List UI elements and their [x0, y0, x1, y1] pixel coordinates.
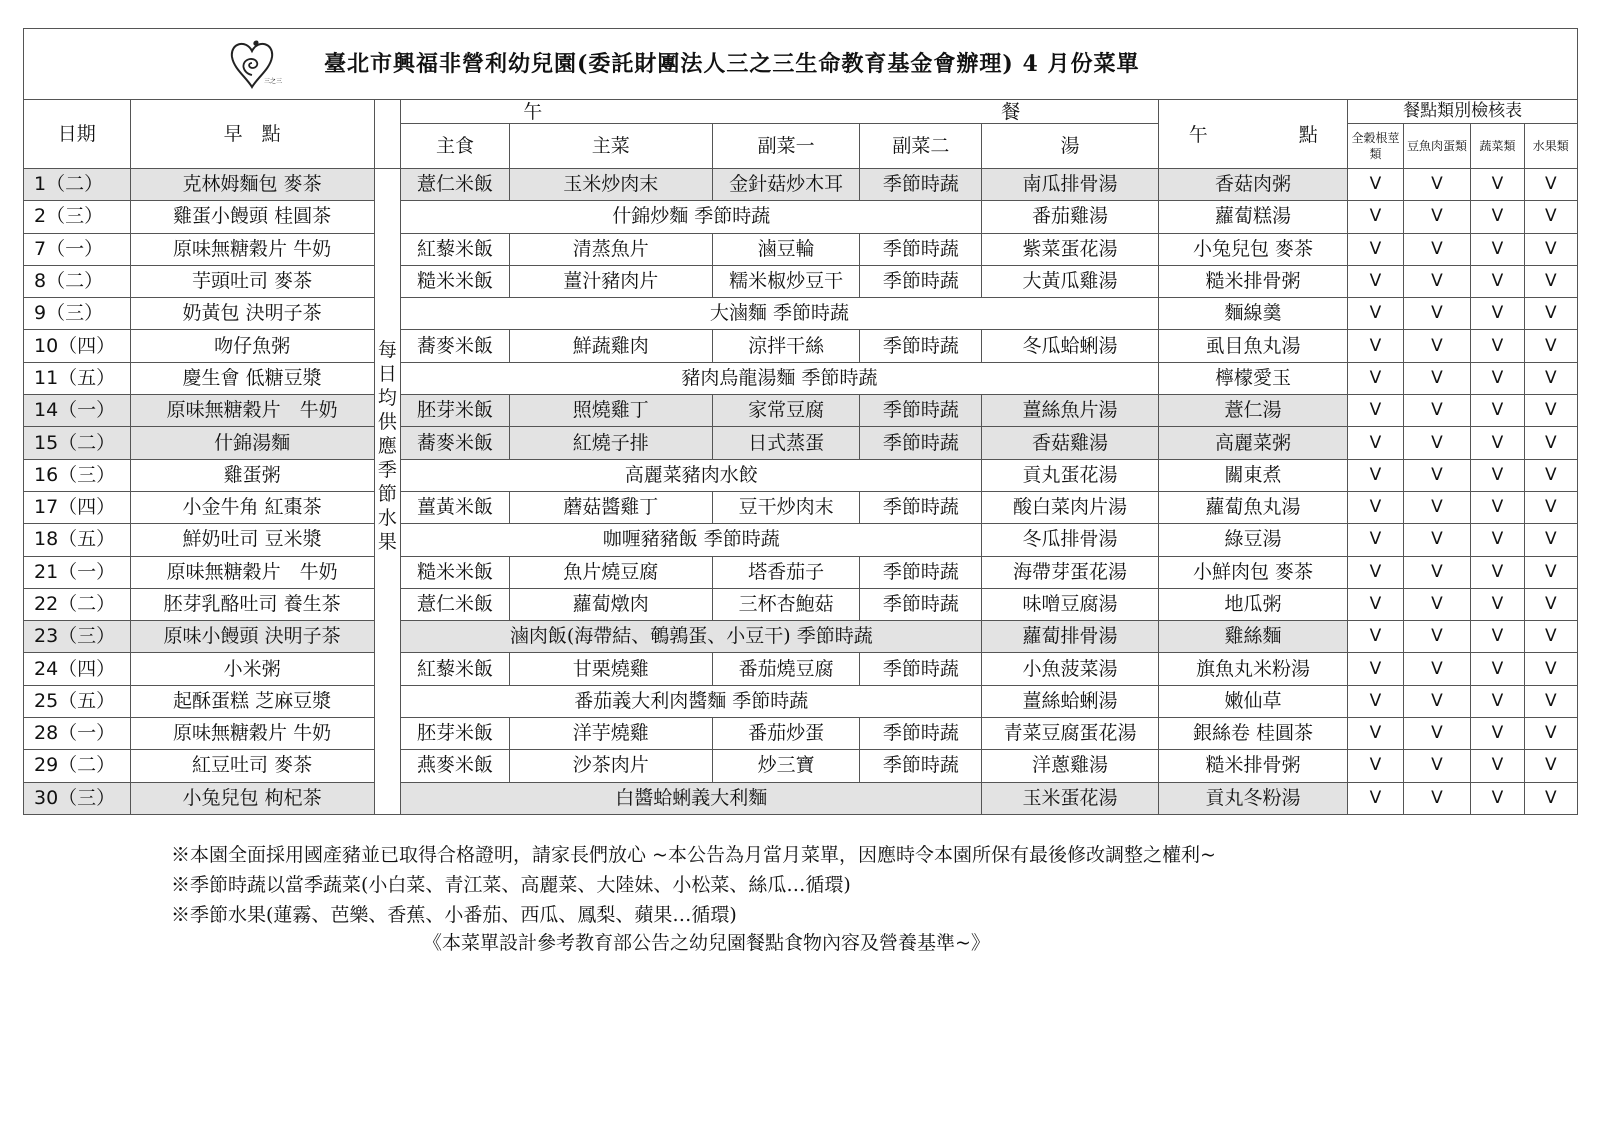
main-dish-cell: 鮮蔬雞肉: [509, 330, 712, 362]
soup-cell: 薑絲蛤蜊湯: [982, 685, 1158, 717]
menu-table: [23, 99, 1578, 815]
check-fruit-mark: V: [1524, 491, 1577, 523]
check-protein-mark: V: [1403, 330, 1471, 362]
main-food-cell: 糙米米飯: [401, 265, 510, 297]
check-fruit-mark: V: [1524, 201, 1577, 233]
check-protein-mark: V: [1403, 556, 1471, 588]
check-fruit-mark: V: [1524, 298, 1577, 330]
breakfast-cell: 原味無糖穀片 牛奶: [130, 556, 374, 588]
breakfast-cell: 慶生會 低糖豆漿: [130, 362, 374, 394]
check-fruit-mark: V: [1524, 750, 1577, 782]
check-veg-mark: V: [1471, 782, 1524, 814]
date-cell: 21（一）: [24, 556, 131, 588]
col-soup: 湯: [982, 124, 1158, 169]
side2-cell: 季節時蔬: [860, 330, 982, 362]
main-food-cell: 糙米米飯: [401, 556, 510, 588]
check-veg-mark: V: [1471, 427, 1524, 459]
main-food-cell: 燕麥米飯: [401, 750, 510, 782]
table-row: [24, 750, 1578, 782]
side2-cell: 季節時蔬: [860, 491, 982, 523]
check-veg-mark: V: [1471, 169, 1524, 201]
check-protein-mark: V: [1403, 718, 1471, 750]
menu-sheet: [23, 28, 1578, 954]
breakfast-cell: 芋頭吐司 麥茶: [130, 265, 374, 297]
side2-cell: 季節時蔬: [860, 750, 982, 782]
soup-cell: 冬瓜排骨湯: [982, 524, 1158, 556]
table-row: [24, 169, 1578, 201]
side1-cell: 豆干炒肉末: [712, 491, 860, 523]
soup-cell: 小魚菠菜湯: [982, 653, 1158, 685]
check-protein-mark: V: [1403, 298, 1471, 330]
table-row: [24, 298, 1578, 330]
fruit-note-text: 每日均供應季節水果: [377, 339, 397, 553]
table-row: [24, 362, 1578, 394]
breakfast-cell: 吻仔魚粥: [130, 330, 374, 362]
main-food-cell: 蕎麥米飯: [401, 427, 510, 459]
breakfast-cell: 原味小饅頭 決明子茶: [130, 621, 374, 653]
check-veg-mark: V: [1471, 524, 1524, 556]
menu-header: [23, 28, 1578, 99]
main-dish-cell: 蘿蔔燉肉: [509, 588, 712, 620]
table-row: [24, 265, 1578, 297]
check-grain-mark: V: [1348, 556, 1403, 588]
check-grain-mark: V: [1348, 233, 1403, 265]
side2-cell: 季節時蔬: [860, 653, 982, 685]
check-protein-mark: V: [1403, 201, 1471, 233]
check-grain-mark: V: [1348, 491, 1403, 523]
side2-cell: 季節時蔬: [860, 169, 982, 201]
main-dish-cell: 玉米炒肉末: [509, 169, 712, 201]
snack-cell: 香菇肉粥: [1158, 169, 1348, 201]
snack-cell: 糙米排骨粥: [1158, 265, 1348, 297]
table-row: [24, 459, 1578, 491]
table-row: [24, 491, 1578, 523]
check-fruit-mark: V: [1524, 621, 1577, 653]
check-fruit-mark: V: [1524, 782, 1577, 814]
side2-cell: 季節時蔬: [860, 588, 982, 620]
snack-cell: 關東煮: [1158, 459, 1348, 491]
snack-cell: 蘿蔔魚丸湯: [1158, 491, 1348, 523]
snack-cell: 虱目魚丸湯: [1158, 330, 1348, 362]
main-food-cell: 胚芽米飯: [401, 718, 510, 750]
snack-cell: 麵線羹: [1158, 298, 1348, 330]
table-row: [24, 685, 1578, 717]
side1-cell: 金針菇炒木耳: [712, 169, 860, 201]
check-protein-mark: V: [1403, 265, 1471, 297]
table-row: [24, 621, 1578, 653]
snack-label-left: 午: [1188, 124, 1208, 146]
breakfast-cell: 胚芽乳酪吐司 養生茶: [130, 588, 374, 620]
check-protein-mark: V: [1403, 588, 1471, 620]
breakfast-cell: 雞蛋小饅頭 桂圓茶: [130, 201, 374, 233]
snack-cell: 嫩仙草: [1158, 685, 1348, 717]
col-date: 日期: [24, 100, 131, 169]
soup-cell: 冬瓜蛤蜊湯: [982, 330, 1158, 362]
side2-cell: 季節時蔬: [860, 233, 982, 265]
col-check-grain: 全穀根莖類: [1348, 124, 1403, 169]
breakfast-cell: 什錦湯麵: [130, 427, 374, 459]
check-protein-mark: V: [1403, 621, 1471, 653]
check-grain-mark: V: [1348, 459, 1403, 491]
col-lunch-group: [401, 100, 1159, 124]
date-cell: 22（二）: [24, 588, 131, 620]
check-veg-mark: V: [1471, 685, 1524, 717]
combined-meal-cell: 大滷麵 季節時蔬: [401, 298, 1159, 330]
check-protein-mark: V: [1403, 459, 1471, 491]
combined-meal-cell: 番茄義大利肉醬麵 季節時蔬: [401, 685, 982, 717]
date-cell: 10（四）: [24, 330, 131, 362]
side1-cell: 三杯杏鮑菇: [712, 588, 860, 620]
table-row: [24, 782, 1578, 814]
side1-cell: 番茄炒蛋: [712, 718, 860, 750]
snack-cell: 雞絲麵: [1158, 621, 1348, 653]
breakfast-cell: 鮮奶吐司 豆米漿: [130, 524, 374, 556]
snack-cell: 貢丸冬粉湯: [1158, 782, 1348, 814]
check-grain-mark: V: [1348, 782, 1403, 814]
side1-cell: 滷豆輪: [712, 233, 860, 265]
side2-cell: 季節時蔬: [860, 556, 982, 588]
soup-cell: 玉米蛋花湯: [982, 782, 1158, 814]
lunch-label-left: 午: [523, 101, 543, 123]
soup-cell: 番茄雞湯: [982, 201, 1158, 233]
check-grain-mark: V: [1348, 750, 1403, 782]
snack-cell: 薏仁湯: [1158, 395, 1348, 427]
snack-cell: 旗魚丸米粉湯: [1158, 653, 1348, 685]
col-check-group: 餐點類別檢核表: [1348, 100, 1578, 124]
note-vegetables: ※季節時蔬以當季蔬菜(小白菜、青江菜、高麗菜、大陸妹、小松菜、絲瓜…循環): [171, 874, 851, 896]
combined-meal-cell: 什錦炒麵 季節時蔬: [401, 201, 982, 233]
side2-cell: 季節時蔬: [860, 395, 982, 427]
main-dish-cell: 紅燒子排: [509, 427, 712, 459]
check-veg-mark: V: [1471, 556, 1524, 588]
fruit-note-cell: [374, 169, 401, 815]
date-cell: 2（三）: [24, 201, 131, 233]
col-check-protein: 豆魚肉蛋類: [1403, 124, 1471, 169]
main-food-cell: 紅藜米飯: [401, 653, 510, 685]
main-dish-cell: 魚片燒豆腐: [509, 556, 712, 588]
check-protein-mark: V: [1403, 362, 1471, 394]
check-veg-mark: V: [1471, 621, 1524, 653]
breakfast-cell: 小金牛角 紅棗茶: [130, 491, 374, 523]
table-row: [24, 653, 1578, 685]
date-cell: 11（五）: [24, 362, 131, 394]
side1-cell: 家常豆腐: [712, 395, 860, 427]
check-veg-mark: V: [1471, 201, 1524, 233]
page-title: 臺北市興福非營利幼兒園(委託財團法人三之三生命教育基金會辦理) 4 月份菜單: [324, 51, 1140, 77]
check-grain-mark: V: [1348, 362, 1403, 394]
soup-cell: 大黃瓜雞湯: [982, 265, 1158, 297]
table-row: [24, 588, 1578, 620]
col-breakfast: 早 點: [130, 100, 374, 169]
check-veg-mark: V: [1471, 653, 1524, 685]
check-grain-mark: V: [1348, 718, 1403, 750]
main-dish-cell: 照燒雞丁: [509, 395, 712, 427]
combined-meal-cell: 高麗菜豬肉水餃: [401, 459, 982, 491]
soup-cell: 海帶芽蛋花湯: [982, 556, 1158, 588]
check-fruit-mark: V: [1524, 524, 1577, 556]
check-fruit-mark: V: [1524, 362, 1577, 394]
col-side2: 副菜二: [860, 124, 982, 169]
breakfast-cell: 克林姆麵包 麥茶: [130, 169, 374, 201]
breakfast-cell: 原味無糖穀片 牛奶: [130, 395, 374, 427]
check-veg-mark: V: [1471, 491, 1524, 523]
check-fruit-mark: V: [1524, 169, 1577, 201]
col-snack: [1158, 100, 1348, 169]
side1-cell: 炒三寶: [712, 750, 860, 782]
soup-cell: 貢丸蛋花湯: [982, 459, 1158, 491]
snack-cell: 糙米排骨粥: [1158, 750, 1348, 782]
check-protein-mark: V: [1403, 395, 1471, 427]
heart-spiral-logo-icon: [224, 37, 283, 93]
date-cell: 18（五）: [24, 524, 131, 556]
check-grain-mark: V: [1348, 201, 1403, 233]
check-fruit-mark: V: [1524, 265, 1577, 297]
check-veg-mark: V: [1471, 588, 1524, 620]
check-veg-mark: V: [1471, 298, 1524, 330]
soup-cell: 酸白菜肉片湯: [982, 491, 1158, 523]
main-food-cell: 蕎麥米飯: [401, 330, 510, 362]
soup-cell: 香菇雞湯: [982, 427, 1158, 459]
snack-cell: 檸檬愛玉: [1158, 362, 1348, 394]
side1-cell: 涼拌干絲: [712, 330, 860, 362]
check-veg-mark: V: [1471, 395, 1524, 427]
soup-cell: 薑絲魚片湯: [982, 395, 1158, 427]
check-protein-mark: V: [1403, 782, 1471, 814]
snack-cell: 綠豆湯: [1158, 524, 1348, 556]
main-food-cell: 薏仁米飯: [401, 169, 510, 201]
check-fruit-mark: V: [1524, 653, 1577, 685]
check-veg-mark: V: [1471, 718, 1524, 750]
snack-cell: 高麗菜粥: [1158, 427, 1348, 459]
check-fruit-mark: V: [1524, 330, 1577, 362]
soup-cell: 南瓜排骨湯: [982, 169, 1158, 201]
date-cell: 9（三）: [24, 298, 131, 330]
check-fruit-mark: V: [1524, 427, 1577, 459]
breakfast-cell: 小兔兒包 枸杞茶: [130, 782, 374, 814]
side2-cell: 季節時蔬: [860, 427, 982, 459]
side1-cell: 糯米椒炒豆干: [712, 265, 860, 297]
main-dish-cell: 甘栗燒雞: [509, 653, 712, 685]
main-food-cell: 薑黃米飯: [401, 491, 510, 523]
snack-cell: 地瓜粥: [1158, 588, 1348, 620]
col-fruit-spacer: [374, 100, 401, 169]
main-dish-cell: 洋芋燒雞: [509, 718, 712, 750]
side2-cell: 季節時蔬: [860, 718, 982, 750]
side1-cell: 塔香茄子: [712, 556, 860, 588]
check-grain-mark: V: [1348, 524, 1403, 556]
date-cell: 1（二）: [24, 169, 131, 201]
col-check-fruit: 水果類: [1524, 124, 1577, 169]
date-cell: 8（二）: [24, 265, 131, 297]
date-cell: 14（一）: [24, 395, 131, 427]
main-dish-cell: 沙茶肉片: [509, 750, 712, 782]
col-check-veg: 蔬菜類: [1471, 124, 1524, 169]
soup-cell: 紫菜蛋花湯: [982, 233, 1158, 265]
main-dish-cell: 清蒸魚片: [509, 233, 712, 265]
table-head: [24, 100, 1578, 169]
table-row: [24, 427, 1578, 459]
snack-cell: 蘿蔔糕湯: [1158, 201, 1348, 233]
check-fruit-mark: V: [1524, 588, 1577, 620]
breakfast-cell: 紅豆吐司 麥茶: [130, 750, 374, 782]
main-food-cell: 胚芽米飯: [401, 395, 510, 427]
date-cell: 28（一）: [24, 718, 131, 750]
side1-cell: 日式蒸蛋: [712, 427, 860, 459]
check-grain-mark: V: [1348, 621, 1403, 653]
snack-label-right: 點: [1298, 124, 1318, 146]
combined-meal-cell: 咖喱豬豬飯 季節時蔬: [401, 524, 982, 556]
date-cell: 16（三）: [24, 459, 131, 491]
check-grain-mark: V: [1348, 427, 1403, 459]
note-pork: ※本園全面採用國產豬並已取得合格證明，請家長們放心 ~本公告為月當月菜單，因應時令本園所保有最後修改調整之權利~: [171, 844, 1216, 866]
check-veg-mark: V: [1471, 750, 1524, 782]
check-protein-mark: V: [1403, 685, 1471, 717]
check-veg-mark: V: [1471, 265, 1524, 297]
date-cell: 23（三）: [24, 621, 131, 653]
check-grain-mark: V: [1348, 685, 1403, 717]
check-protein-mark: V: [1403, 750, 1471, 782]
snack-cell: 小鮮肉包 麥茶: [1158, 556, 1348, 588]
table-row: [24, 395, 1578, 427]
lunch-label-right: 餐: [1001, 101, 1021, 123]
check-protein-mark: V: [1403, 524, 1471, 556]
note-fruits: ※季節水果(蓮霧、芭樂、香蕉、小番茄、西瓜、鳳梨、蘋果…循環): [171, 904, 737, 926]
check-fruit-mark: V: [1524, 459, 1577, 491]
date-cell: 29（二）: [24, 750, 131, 782]
breakfast-cell: 奶黃包 決明子茶: [130, 298, 374, 330]
soup-cell: 洋蔥雞湯: [982, 750, 1158, 782]
date-cell: 25（五）: [24, 685, 131, 717]
main-dish-cell: 薑汁豬肉片: [509, 265, 712, 297]
table-row: [24, 524, 1578, 556]
breakfast-cell: 原味無糖穀片 牛奶: [130, 233, 374, 265]
logo-text: 三之三: [264, 78, 283, 85]
table-row: [24, 233, 1578, 265]
check-fruit-mark: V: [1524, 395, 1577, 427]
breakfast-cell: 雞蛋粥: [130, 459, 374, 491]
breakfast-cell: 起酥蛋糕 芝麻豆漿: [130, 685, 374, 717]
combined-meal-cell: 豬肉烏龍湯麵 季節時蔬: [401, 362, 1159, 394]
side1-cell: 番茄燒豆腐: [712, 653, 860, 685]
check-protein-mark: V: [1403, 233, 1471, 265]
col-main-food: 主食: [401, 124, 510, 169]
check-protein-mark: V: [1403, 491, 1471, 523]
col-side1: 副菜一: [712, 124, 860, 169]
main-food-cell: 薏仁米飯: [401, 588, 510, 620]
breakfast-cell: 小米粥: [130, 653, 374, 685]
table-row: [24, 201, 1578, 233]
check-grain-mark: V: [1348, 395, 1403, 427]
check-veg-mark: V: [1471, 330, 1524, 362]
soup-cell: 味噌豆腐湯: [982, 588, 1158, 620]
check-grain-mark: V: [1348, 653, 1403, 685]
note-reference: 《本菜單設計參考教育部公告之幼兒園餐點食物內容及營養基準~》: [423, 932, 990, 954]
check-grain-mark: V: [1348, 588, 1403, 620]
check-fruit-mark: V: [1524, 718, 1577, 750]
check-protein-mark: V: [1403, 653, 1471, 685]
table-row: [24, 556, 1578, 588]
date-cell: 7（一）: [24, 233, 131, 265]
check-protein-mark: V: [1403, 427, 1471, 459]
snack-cell: 銀絲卷 桂圓茶: [1158, 718, 1348, 750]
table-row: [24, 718, 1578, 750]
soup-cell: 青菜豆腐蛋花湯: [982, 718, 1158, 750]
check-veg-mark: V: [1471, 233, 1524, 265]
combined-meal-cell: 白醬蛤蜊義大利麵: [401, 782, 982, 814]
check-fruit-mark: V: [1524, 233, 1577, 265]
check-grain-mark: V: [1348, 298, 1403, 330]
table-row: [24, 330, 1578, 362]
date-cell: 17（四）: [24, 491, 131, 523]
check-protein-mark: V: [1403, 169, 1471, 201]
combined-meal-cell: 滷肉飯(海帶結、鵪鶉蛋、小豆干) 季節時蔬: [401, 621, 982, 653]
breakfast-cell: 原味無糖穀片 牛奶: [130, 718, 374, 750]
date-cell: 24（四）: [24, 653, 131, 685]
snack-cell: 小兔兒包 麥茶: [1158, 233, 1348, 265]
col-main-dish: 主菜: [509, 124, 712, 169]
check-veg-mark: V: [1471, 362, 1524, 394]
check-fruit-mark: V: [1524, 556, 1577, 588]
check-grain-mark: V: [1348, 330, 1403, 362]
main-food-cell: 紅藜米飯: [401, 233, 510, 265]
date-cell: 30（三）: [24, 782, 131, 814]
check-grain-mark: V: [1348, 169, 1403, 201]
check-veg-mark: V: [1471, 459, 1524, 491]
date-cell: 15（二）: [24, 427, 131, 459]
check-grain-mark: V: [1348, 265, 1403, 297]
main-dish-cell: 蘑菇醬雞丁: [509, 491, 712, 523]
soup-cell: 蘿蔔排骨湯: [982, 621, 1158, 653]
side2-cell: 季節時蔬: [860, 265, 982, 297]
check-fruit-mark: V: [1524, 685, 1577, 717]
table-body: [24, 169, 1578, 815]
